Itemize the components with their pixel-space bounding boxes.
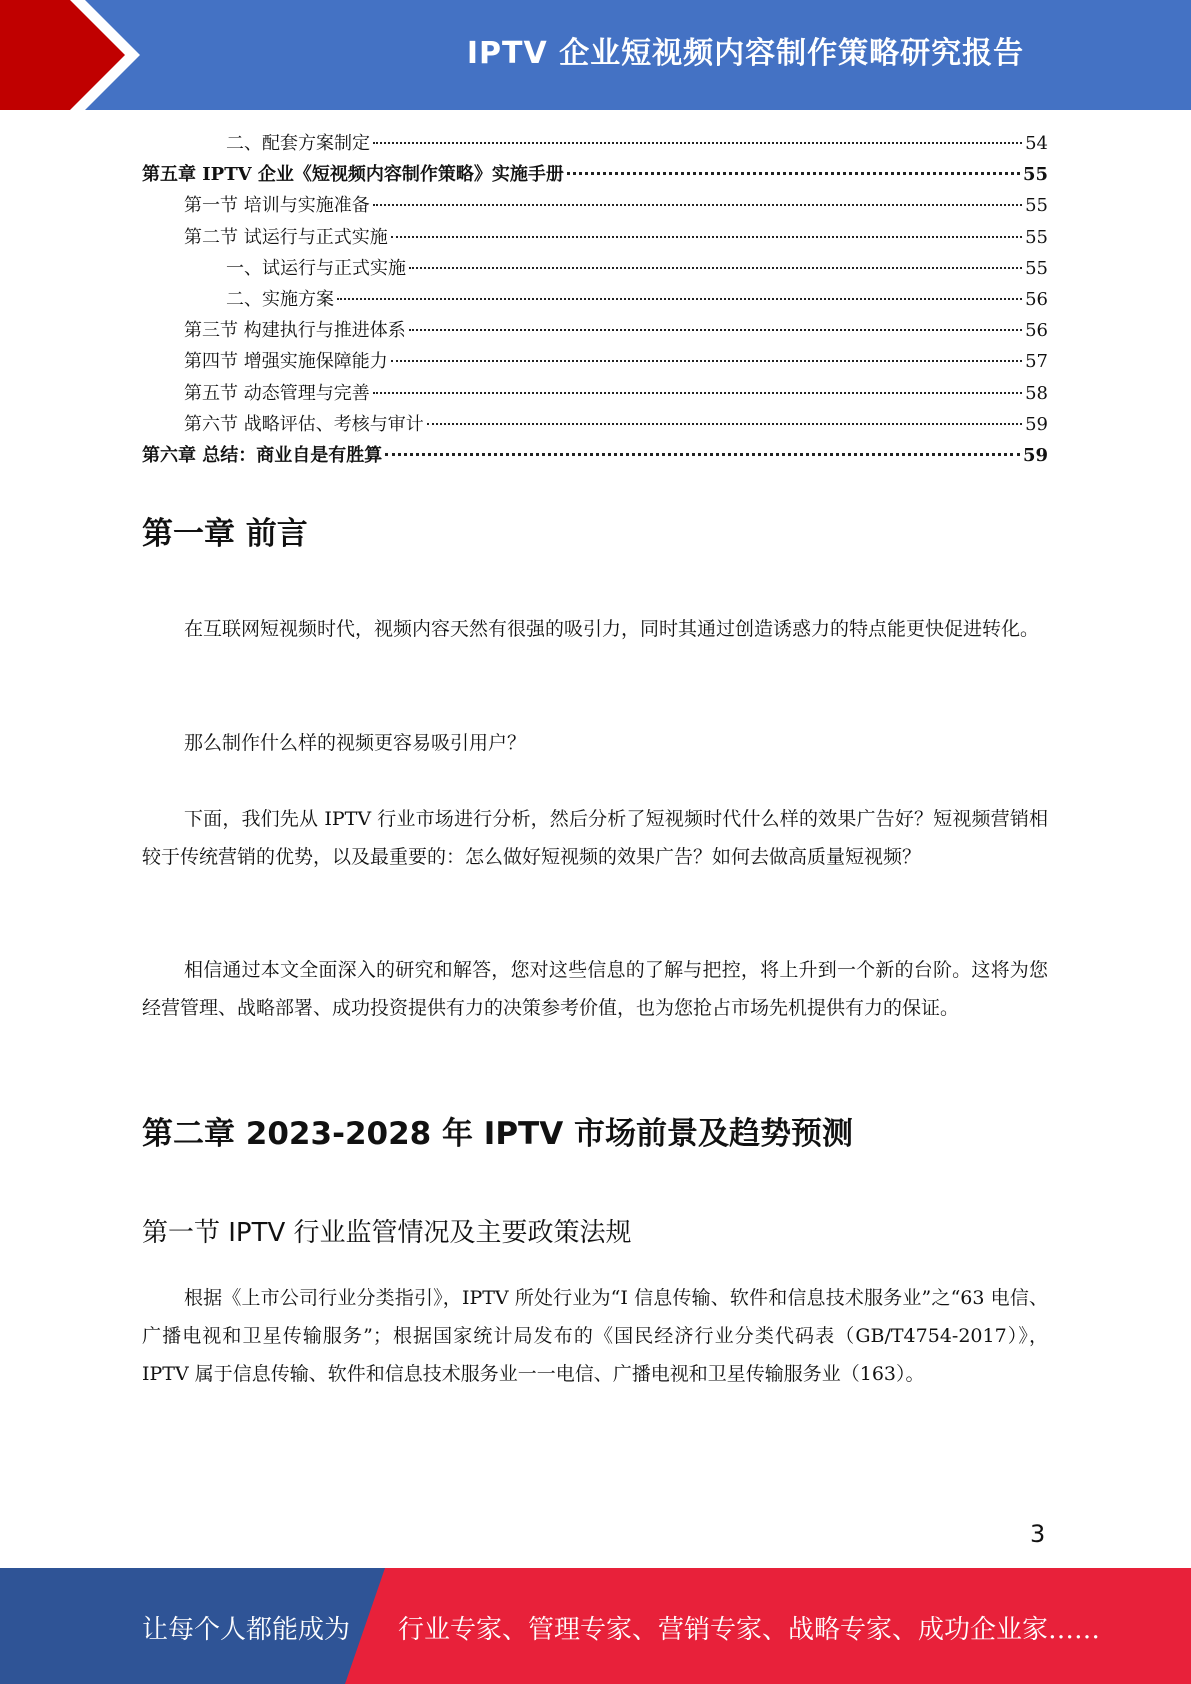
toc-entry-page: 57 (1025, 351, 1048, 373)
toc-dot-leader (385, 453, 1020, 456)
toc-entry-page: 54 (1025, 133, 1048, 154)
toc-entry[interactable] (142, 222, 1048, 253)
toc-entry[interactable] (142, 253, 1048, 284)
toc-entry[interactable] (142, 440, 1048, 471)
toc-dot-leader (409, 267, 1022, 269)
footer-slogan-right: 行业专家、管理专家、营销专家、战略专家、成功企业家…… (398, 1615, 1101, 1645)
footer-slogan-left: 让每个人都能成为 (142, 1615, 351, 1645)
toc-entry-page: 55 (1025, 195, 1048, 217)
toc-dot-leader (567, 172, 1020, 175)
toc-entry-title: 第六章 总结：商业自是有胜算 (142, 444, 383, 466)
toc-dot-leader (409, 329, 1022, 331)
toc-entry-title: 第四节 增强实施保障能力 (184, 351, 388, 373)
toc-entry[interactable] (142, 409, 1048, 440)
header-arrow-decoration (0, 0, 160, 110)
toc-entry-page: 55 (1022, 164, 1048, 186)
chapter-1-heading: 第一章 前言 (142, 516, 308, 552)
toc-entry-page: 59 (1022, 444, 1048, 466)
toc-entry[interactable] (142, 159, 1048, 190)
toc-entry-page: 59 (1025, 413, 1048, 435)
toc-entry[interactable] (142, 315, 1048, 346)
chapter-2-heading: 第二章 2023-2028 年 IPTV 市场前景及趋势预测 (142, 1116, 853, 1152)
page-header (0, 0, 1191, 110)
toc-dot-leader (391, 360, 1022, 362)
toc-entry-page: 55 (1025, 226, 1048, 248)
toc-dot-leader (337, 298, 1022, 300)
toc-dot-leader (373, 142, 1022, 144)
toc-entry-title: 第五节 动态管理与完善 (184, 382, 370, 404)
toc-entry-page: 56 (1025, 320, 1048, 342)
report-title: IPTV 企业短视频内容制作策略研究报告 (466, 36, 1025, 71)
table-of-contents (142, 128, 1048, 471)
toc-entry-page: 55 (1025, 257, 1048, 279)
toc-entry-title: 第三节 构建执行与推进体系 (184, 320, 406, 342)
toc-entry-title: 第六节 战略评估、考核与审计 (184, 413, 424, 435)
toc-entry-title: 第一节 培训与实施准备 (184, 195, 370, 217)
toc-entry-title: 二、配套方案制定 (226, 133, 370, 154)
page-footer (0, 1568, 1191, 1684)
toc-entry[interactable] (142, 128, 1048, 159)
toc-dot-leader (373, 392, 1022, 394)
toc-entry-page: 56 (1025, 288, 1048, 310)
toc-dot-leader (373, 204, 1022, 206)
chapter-1-paragraph: 在互联网短视频时代，视频内容天然有很强的吸引力，同时其通过创造诱惑力的特点能更快促进转化。 (184, 618, 1040, 640)
page-number: 3 (1030, 1520, 1046, 1548)
toc-dot-leader (391, 236, 1022, 238)
toc-entry-title: 一、试运行与正式实施 (226, 257, 406, 279)
toc-entry[interactable] (142, 190, 1048, 221)
toc-entry[interactable] (142, 346, 1048, 377)
toc-entry[interactable] (142, 378, 1048, 409)
section-1-paragraph: 根据《上市公司行业分类指引》，IPTV 所处行业为“I 信息传输、软件和信息技术服务业”之“63 电信、广播电视和卫星传输服务”；根据国家统计局发布的《国民经济行业分类代码表（GB/T4754-2017）》，IPTV 属于信息传输、软件和信息技术服务业一一电信、广播电视和卫星传输服务业（163）。 (142, 1287, 1048, 1385)
toc-dot-leader (427, 423, 1022, 425)
toc-entry-title: 第五章 IPTV 企业《短视频内容制作策略》实施手册 (142, 164, 564, 186)
chapter-1-paragraph: 那么制作什么样的视频更容易吸引用户？ (184, 732, 527, 754)
chapter-1-paragraph: 相信通过本文全面深入的研究和解答，您对这些信息的了解与把控，将上升到一个新的台阶。这将为您经营管理、战略部署、成功投资提供有力的决策参考价值，也为您抢占市场先机提供有力的保证。 (142, 959, 1048, 1019)
toc-entry-title: 第二节 试运行与正式实施 (184, 226, 388, 248)
toc-entry-page: 58 (1025, 382, 1048, 404)
toc-entry[interactable] (142, 284, 1048, 315)
chapter-1-paragraph: 下面，我们先从 IPTV 行业市场进行分析，然后分析了短视频时代什么样的效果广告好？短视频营销相较于传统营销的优势，以及最重要的：怎么做好短视频的效果广告？如何去做高质量短视频？ (142, 808, 1048, 868)
toc-entry-title: 二、实施方案 (226, 288, 334, 310)
section-1-heading: 第一节 IPTV 行业监管情况及主要政策法规 (142, 1218, 632, 1248)
